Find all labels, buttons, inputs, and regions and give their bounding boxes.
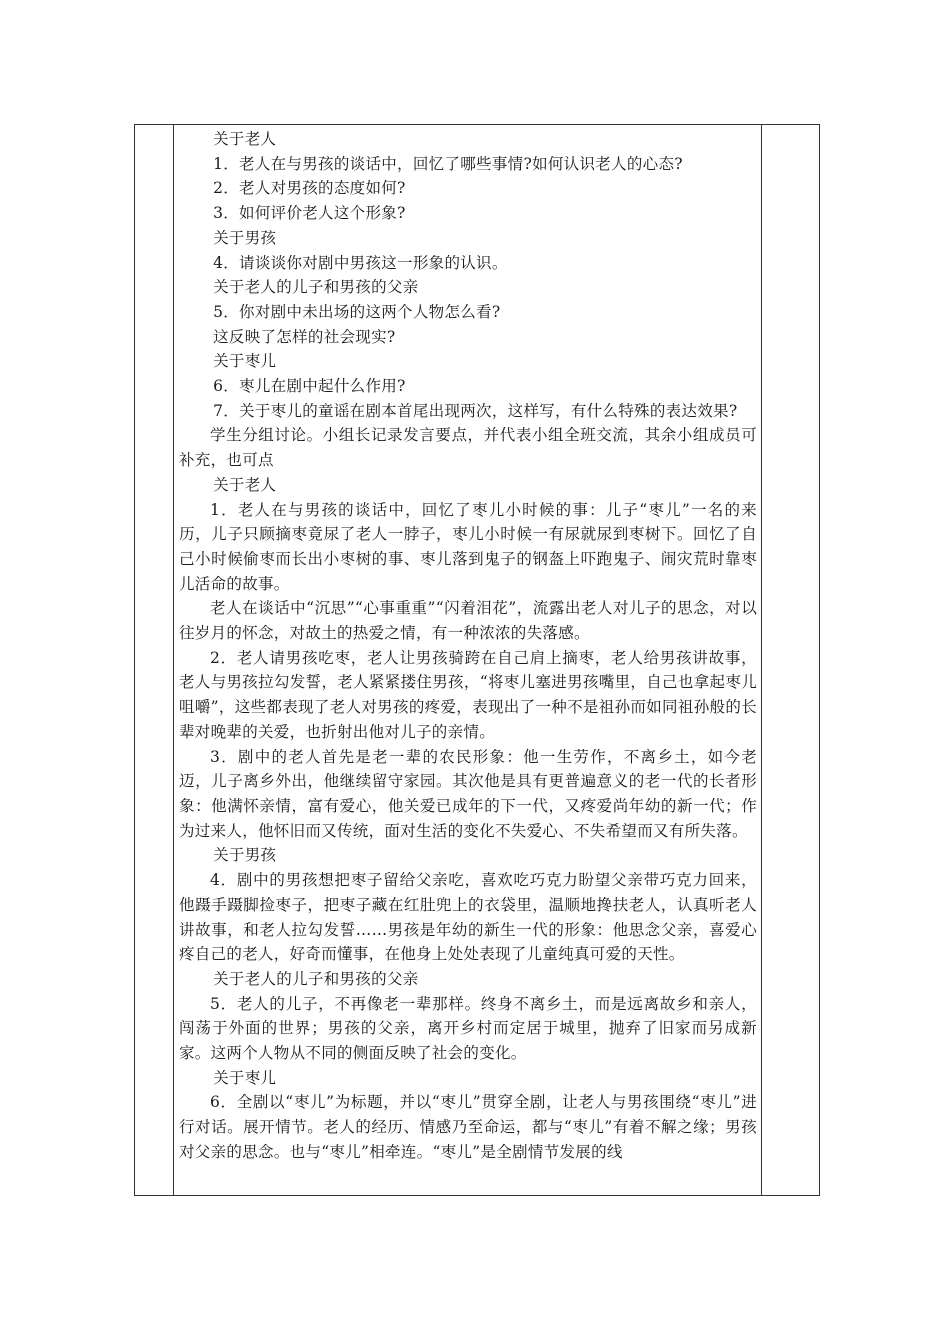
- answer-paragraph: 学生分组讨论。小组长记录发言要点，并代表小组全班交流，其余小组成员可补充，也可点: [179, 426, 757, 470]
- column-divider-left: [173, 125, 174, 1195]
- answer-paragraph: 6．全剧以“枣儿”为标题，并以“枣儿”贯穿全剧，让老人与男孩围绕“枣儿”进行对话。展开情节。老人的经历、情感乃至命运，都与“枣儿”有着不解之缘；男孩对父亲的思念。也与“枣儿”相牵连。“枣儿”是全剧情节发展的线: [179, 1093, 757, 1161]
- section-heading: 关于枣儿: [213, 352, 277, 371]
- answer-paragraph: 1．老人在与男孩的谈话中，回忆了枣儿小时候的事：儿子“枣儿”一名的来历，儿子只顾摘枣竟尿了老人一脖子，枣儿小时候一有尿就尿到枣树下。回忆了自己小时候偷枣而长出小枣树的事、枣儿落到鬼子的钢盔上吓跑鬼子、闹灾荒时靠枣儿活命的故事。: [179, 500, 757, 593]
- question-item: 7．关于枣儿的童谣在剧本首尾出现两次，这样写，有什么特殊的表达效果?: [213, 401, 738, 420]
- question-item: 2．老人对男孩的态度如何?: [213, 179, 406, 198]
- section-heading: 关于老人的儿子和男孩的父亲: [213, 969, 419, 988]
- section-heading: 关于男孩: [213, 846, 277, 865]
- answer-paragraph: 4．剧中的男孩想把枣子留给父亲吃，喜欢吃巧克力盼望父亲带巧克力回来，他蹑手蹑脚捡枣子，把枣子藏在红肚兜上的衣袋里，温顺地搀扶老人，认真听老人讲故事，和老人拉勾发誓……男孩是年幼的新生一代的形象：他思念父亲，喜爱心疼自己的老人，好奇而懂事，在他身上处处表现了儿童纯真可爱的天性。: [179, 871, 757, 964]
- question-item: 1．老人在与男孩的谈话中，回忆了哪些事情?如何认识老人的心态?: [213, 154, 683, 173]
- question-item: 6．枣儿在剧中起什么作用?: [213, 377, 406, 396]
- lesson-content-cell: [179, 127, 757, 1165]
- answer-paragraph: 5．老人的儿子，不再像老一辈那样。终身不离乡土，而是远离故乡和亲人，闯荡于外面的世界；男孩的父亲，离开乡村而定居于城里，抛弃了旧家而另成新家。这两个人物从不同的侧面反映了社会的变化。: [179, 994, 757, 1063]
- lesson-table: [134, 124, 820, 1196]
- section-heading: 关于老人: [213, 475, 277, 494]
- section-heading: 关于老人: [213, 130, 277, 148]
- section-heading: 关于老人的儿子和男孩的父亲: [213, 278, 419, 297]
- section-heading: 关于男孩: [213, 228, 277, 247]
- answer-paragraph: 3．剧中的老人首先是老一辈的农民形象：他一生劳作，不离乡土，如今老迈，儿子离乡外出，他继续留守家园。其次他是具有更普遍意义的老一代的长者形象：他满怀亲情，富有爱心，他关爱已成年的下一代，又疼爱尚年幼的新一代；作为过来人，他怀旧而又传统，面对生活的变化不失爱心、不失希望而又有所失落。: [179, 747, 757, 840]
- question-item: 这反映了怎样的社会现实?: [213, 327, 396, 346]
- answer-paragraph: 2．老人请男孩吃枣，老人让男孩骑跨在自己肩上摘枣，老人给男孩讲故事，老人与男孩拉勾发誓，老人紧紧搂住男孩，“将枣儿塞进男孩嘴里，自己也拿起枣儿咀嚼”，这些都表现了老人对男孩的疼爱，表现出了一种不是祖孙而如同祖孙般的长辈对晚辈的关爱，也折射出他对儿子的亲情。: [179, 648, 757, 741]
- column-divider-right: [761, 125, 762, 1195]
- question-item: 3．如何评价老人这个形象?: [213, 204, 406, 223]
- answer-paragraph: 老人在谈话中“沉思”“心事重重”“闪着泪花”，流露出老人对儿子的思念，对以往岁月的怀念，对故土的热爱之情，有一种浓浓的失落感。: [179, 599, 757, 643]
- question-item: 5．你对剧中未出场的这两个人物怎么看?: [213, 302, 501, 321]
- question-item: 4．请谈谈你对剧中男孩这一形象的认识。: [213, 253, 508, 272]
- section-heading: 关于枣儿: [213, 1068, 277, 1087]
